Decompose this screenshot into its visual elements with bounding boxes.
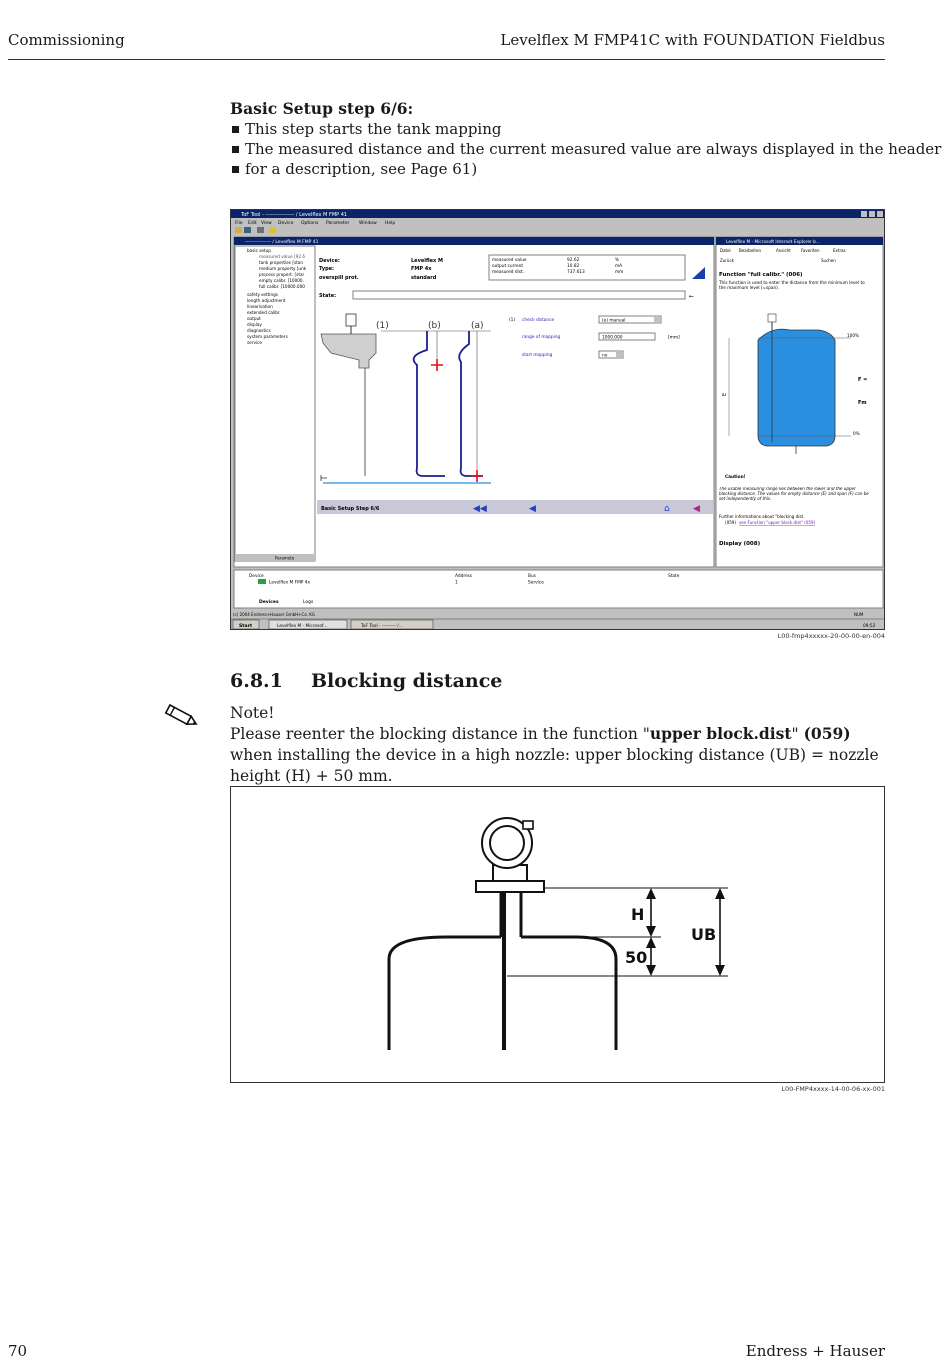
bullet-square-icon: [232, 126, 239, 133]
tank-body: [758, 329, 835, 446]
step-nav-label: Basic Setup Step 6/6: [321, 506, 380, 512]
menu-bar: [235, 220, 395, 226]
page-number: 70: [8, 1342, 28, 1360]
help-body-wrap: [719, 280, 869, 304]
note-label: Note!: [230, 704, 275, 722]
help-menu-item[interactable]: Ansicht: [776, 248, 791, 253]
device-label: Device:: [319, 258, 340, 264]
tree-item[interactable]: linearisation: [247, 304, 273, 309]
close-button[interactable]: [877, 211, 883, 217]
tree-item[interactable]: process propert. [star: [259, 272, 305, 277]
toolbar: [235, 227, 276, 233]
meas-value: 10.82: [567, 264, 580, 269]
menu-options[interactable]: Options: [301, 221, 319, 226]
tree-item[interactable]: basic setup: [247, 248, 271, 253]
print-icon[interactable]: [257, 227, 264, 233]
bus-cell: Service: [528, 580, 544, 586]
param-label: check distance: [522, 318, 555, 323]
tree-item[interactable]: display: [247, 322, 262, 327]
help-menu-item[interactable]: Extras: [833, 248, 846, 253]
transmitter-display-icon: [490, 826, 524, 860]
help-window-title: Levelflex M - Microsoft Internet Explorer b...: [726, 240, 820, 245]
tree-item[interactable]: medium property [unk: [259, 266, 307, 271]
help-menu-item[interactable]: Bearbeiten: [739, 248, 761, 253]
help-body: This function is used to enter the distance from the minimum level to the maximum level (=span).: [719, 280, 865, 290]
step-index: (1): [509, 318, 516, 323]
param-label: start mapping: [522, 353, 553, 358]
tank-wall-right: [521, 937, 616, 1050]
bullet-item: [230, 139, 941, 159]
type-label: Type:: [319, 266, 335, 272]
arrow-down-icon: [646, 926, 656, 937]
help-caution-wrap: [719, 487, 869, 515]
device-value: Levelflex M: [411, 258, 443, 264]
tank-label-e: E: [722, 392, 728, 396]
home-icon: ⌂: [664, 504, 670, 514]
save-icon[interactable]: [244, 227, 251, 233]
range-of-mapping-value: 1000.000: [602, 335, 623, 341]
running-header-section: Commissioning: [8, 31, 125, 49]
dropdown-arrow-icon[interactable]: [616, 352, 622, 357]
meas-unit: mA: [615, 264, 623, 269]
arrow-up-icon: [646, 937, 656, 948]
col-header: Address: [455, 574, 473, 579]
state-field[interactable]: [353, 291, 685, 299]
bullet-item: [230, 119, 941, 139]
bullet-text: for a description, see Page 61): [245, 160, 478, 178]
range-unit: [mm]: [668, 335, 680, 341]
device-window-title: ---------------- / Levelflex M FMP 41: [245, 240, 319, 245]
menu-view[interactable]: View: [261, 221, 272, 226]
overspill-value: standard: [411, 275, 437, 281]
help-back-button[interactable]: Zurück: [720, 258, 734, 263]
device-cell[interactable]: Levelflex M FMP 4x: [269, 580, 311, 586]
tree-item[interactable]: extended calibr.: [247, 310, 281, 315]
clock: 09:52: [863, 624, 876, 629]
curve-label-a: (a): [471, 321, 484, 331]
note-text-before: Please reenter the blocking distance in the function ": [230, 725, 650, 743]
label-h: H: [631, 905, 645, 924]
previous-step-icon[interactable]: ◀: [529, 504, 536, 514]
bullet-square-icon: [232, 146, 239, 153]
arrow-up-icon: [646, 888, 656, 899]
meas-label: measured dist.: [492, 270, 525, 275]
col-header: State: [668, 574, 680, 579]
next-step-icon[interactable]: ◀: [693, 504, 700, 514]
help-search-button[interactable]: Suchen: [821, 258, 836, 263]
tree-item[interactable]: empty calibr. [10000.: [259, 278, 304, 283]
section-title: Blocking distance: [311, 670, 503, 692]
curve-label-b: (b): [428, 321, 441, 331]
help-link[interactable]: see Function "upper block.dist" (059): [739, 520, 816, 525]
menu-device[interactable]: Device: [278, 221, 294, 226]
menu-window[interactable]: Window: [359, 221, 377, 226]
meas-unit: mm: [615, 270, 624, 275]
tree-item[interactable]: diagnostics: [247, 328, 271, 333]
help-link-prefix: (059): [725, 520, 737, 525]
tof-tool-screenshot: [230, 209, 885, 630]
device-status-icon: [258, 579, 266, 584]
tank-label-0: 0%: [853, 431, 860, 436]
open-icon[interactable]: [235, 227, 242, 233]
label-50: 50: [625, 948, 648, 967]
blocking-distance-diagram: [230, 786, 885, 1083]
start-mapping-value: no: [602, 353, 608, 359]
taskbar-item-label: Levelflex M - Microsof...: [277, 624, 328, 629]
figure-caption: L00-FMP4xxxx-14-00-06-xx-001: [781, 1085, 885, 1093]
app-title: ToF Tool - ---------------- / Levelflex M FMP 41: [241, 212, 348, 218]
footer-brand: Endress + Hauser: [745, 1342, 885, 1360]
setup-bullet-list: [230, 119, 941, 179]
meas-value: 737.613: [567, 270, 585, 275]
bullet-item: [230, 159, 941, 179]
menu-file[interactable]: File: [235, 221, 243, 226]
device-list-panel: [234, 570, 883, 608]
help-caution-text: The usable measuring range lies between the lower and the upper blocking distance. The values for empty distance (E) and span (F) can be set independently of this.: [719, 487, 869, 501]
section-number: 6.8.1: [230, 670, 283, 692]
label-ub: UB: [691, 925, 717, 944]
tank-label-f: F =: [858, 377, 868, 383]
state-label: State:: [319, 293, 337, 299]
curve-label-1: (1): [376, 321, 389, 331]
col-header: Bus: [528, 574, 536, 579]
tree-tab-parameter[interactable]: Paramete: [275, 555, 295, 561]
pencil-icon: [160, 702, 200, 730]
tab-devices[interactable]: Devices: [259, 600, 279, 605]
tab-logs[interactable]: Logs: [303, 600, 314, 605]
bullet-square-icon: [232, 166, 239, 173]
tank-label-100: 100%: [847, 333, 859, 338]
tree-item[interactable]: system parameters: [247, 334, 288, 339]
note-text: [230, 723, 890, 787]
help-caution: Caution!: [725, 475, 746, 480]
meas-label: measured value: [492, 258, 527, 263]
help-menu-item[interactable]: Datei: [720, 248, 731, 253]
note-text-middle: ": [791, 725, 804, 743]
first-step-icon[interactable]: ◀◀: [473, 504, 487, 514]
help-icon[interactable]: [269, 227, 276, 233]
header-rule: [8, 59, 885, 60]
meas-value: 92.62: [567, 258, 580, 263]
menu-parameter[interactable]: Parameter: [326, 221, 350, 226]
tree-item[interactable]: output: [247, 316, 261, 321]
tree-item[interactable]: safety settings: [247, 292, 278, 297]
function-name: upper block.dist: [649, 724, 792, 743]
menu-edit[interactable]: Edit: [248, 221, 257, 226]
status-copyright: (c) 2004 Endress+Hauser GmbH+Co. KG: [233, 612, 315, 617]
tank-wall-left: [389, 937, 501, 1050]
arrow-up-icon: [715, 888, 725, 899]
cable-gland-icon: [523, 821, 533, 829]
type-value: FMP 4x: [411, 266, 432, 272]
running-header-title: Levelflex M FMP41C with FOUNDATION Fieldbus: [500, 31, 885, 49]
help-display-heading: Display (008): [719, 541, 761, 547]
help-more: Further informations about "blocking dist.: [719, 514, 805, 519]
note-text-after: when installing the device in a high nozzle: upper blocking distance (UB) = nozzle height (H) + 50 mm.: [230, 746, 879, 785]
tank-sensor-icon: [768, 314, 776, 322]
help-menu-item[interactable]: Favoriten: [801, 248, 820, 253]
function-code: (059): [803, 724, 851, 743]
figure-caption: L00-fmp4xxxxx-20-00-00-en-004: [777, 632, 885, 640]
check-distance-value: (e) manual: [602, 318, 626, 324]
bullet-text: This step starts the tank mapping: [245, 120, 502, 138]
menu-help[interactable]: Help: [385, 221, 396, 226]
dropdown-arrow-icon[interactable]: [654, 317, 660, 322]
overspill-label: overspill prot.: [319, 275, 359, 281]
flange: [476, 881, 544, 892]
arrow-down-icon: [715, 965, 725, 976]
tree-item[interactable]: measured value [92.6: [259, 254, 305, 259]
tree-item[interactable]: length adjustment: [247, 298, 286, 303]
meas-unit: %: [615, 258, 620, 263]
param-label: range of mapping: [522, 335, 561, 340]
setup-step-title: Basic Setup step 6/6:: [230, 99, 414, 118]
tree-item[interactable]: full calibr. [10000.000: [259, 284, 305, 289]
transmitter-head-icon: [346, 314, 356, 326]
meas-label: output current: [492, 264, 524, 269]
col-header: Device: [249, 574, 264, 579]
taskbar-item-label: ToF Tool - --------- /...: [361, 624, 403, 629]
tank-label-fm: Fm: [858, 400, 867, 406]
bullet-text: The measured distance and the current measured value are always displayed in the header: [245, 140, 942, 158]
address-cell: 1: [455, 580, 458, 586]
minimize-button[interactable]: [861, 211, 867, 217]
maximize-button[interactable]: [869, 211, 875, 217]
help-heading: Function "full calibr." (006): [719, 272, 803, 278]
tree-item[interactable]: tank properties [stan: [259, 260, 303, 265]
back-arrow-icon[interactable]: ←: [689, 293, 695, 300]
start-label: Start: [239, 624, 253, 629]
arrow-down-icon: [646, 965, 656, 976]
status-num: NUM: [854, 612, 864, 617]
tree-item[interactable]: service: [247, 340, 262, 345]
